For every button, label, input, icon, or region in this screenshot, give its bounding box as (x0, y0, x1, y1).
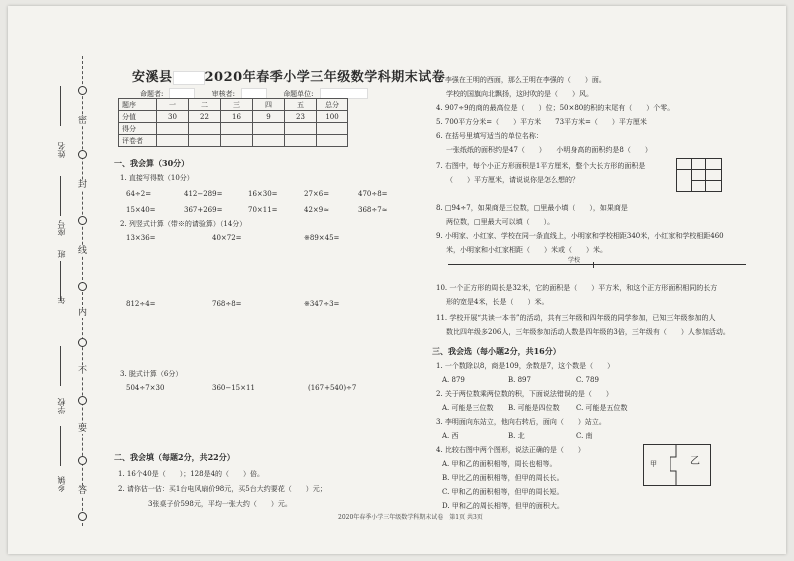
vertical-calc: 13×36= (126, 234, 156, 242)
calc-item: 27×6= (304, 190, 330, 198)
fill-question: 米，小明家和小红家相距（ ）米或（ ）米。 (446, 246, 607, 254)
seal-dot (78, 150, 87, 159)
seal-dot (78, 282, 87, 291)
school-number-line (448, 264, 746, 265)
subsection-3: 3. 脱式计算（6分） (120, 370, 183, 378)
choice-option: C. 南 (576, 432, 593, 440)
seal-char: 答 (78, 486, 88, 496)
score-cell: 23 (285, 111, 317, 123)
choice-option: A. 可能是三位数 (442, 404, 494, 412)
score-cell (189, 135, 221, 147)
fill-question: 10. 一个正方形的周长是32米，它的面积是（ ）平方米，和这个正方形面积相同的长方 (436, 284, 718, 292)
fill-question: （ ）平方厘米，请说说你是怎么想的？ (446, 176, 579, 184)
fill-question: 3. 李强在王明的西面，那么王明在李强的（ ）面。 (436, 76, 606, 84)
seal-char: 不 (78, 366, 88, 376)
fill-question: 形的宽是4米，长是（ ）米。 (446, 298, 549, 306)
choice-option: C. 789 (576, 376, 599, 384)
calc-item: 367+269= (184, 206, 223, 214)
meta-author: 命题者: (140, 89, 164, 98)
grade-blank (60, 261, 61, 301)
calc-item: 368÷7≈ (358, 206, 388, 214)
page-footer: 2020年春季小学三年级数学科期末试卷 第1页 共3页 (338, 514, 483, 521)
vertical-calc: ※347÷3= (304, 300, 340, 308)
fill-question: 6. 在括号里填写适当的单位名称： (436, 132, 543, 140)
label-name: 姓名 (57, 142, 66, 158)
seal-dot (78, 456, 87, 465)
mixed-calc: 360−15×11 (212, 384, 255, 392)
jia-label: 甲 (650, 460, 657, 468)
label-town: 乡镇 (57, 476, 66, 492)
choice-question: 1. 一个数除以8，商是109，余数是7，这个数是（ ） (436, 362, 615, 370)
fill-question: 4. 907÷9的商的最高位是（ ）位；50×80的积的末尾有（ ）个零。 (436, 104, 675, 112)
calc-item: 470÷8= (358, 190, 388, 198)
choice-option: B. 甲比乙的面积相等，但甲的周长长。 (442, 474, 564, 482)
mixed-calc: (167+540)÷7 (308, 384, 357, 392)
choice-option: D. 甲和乙的周长相等，但甲的面积大。 (442, 502, 564, 510)
score-cell (285, 123, 317, 135)
score-cell: 分值 (119, 111, 157, 123)
choice-option: B. 897 (508, 376, 531, 384)
town-blank (60, 426, 61, 466)
choice-option: C. 可能是五位数 (576, 404, 628, 412)
seal-dot (78, 512, 87, 521)
dividing-line (670, 445, 682, 485)
seal-char: 密 (78, 116, 88, 126)
score-cell (157, 123, 189, 135)
score-cell: 五 (285, 99, 317, 111)
fill-question: 3张桌子价598元，平均一张大约（ ）元。 (148, 500, 292, 508)
vertical-calc: 40×72= (212, 234, 242, 242)
fill-question: 两位数，□里最大可以填（ ）。 (446, 218, 555, 226)
choice-option: A. 甲和乙的面积相等，周长也相等。 (442, 460, 557, 468)
fill-question: 数比四年级多206人，三年级参加活动人数是四年级的3倍，三年级有（ ）人参加活动。 (446, 328, 730, 336)
seal-dot (78, 216, 87, 225)
fill-question: 11. 学校开展“共读一本书”的活动，共有三年级和四年级的同学参加，已知三年级参加的人 (436, 314, 716, 322)
calc-item: 412−289= (184, 190, 223, 198)
calc-item: 64÷2= (126, 190, 152, 198)
fill-question: 2. 请你估一估：买1台电风扇价98元，买5台大约要花（ ）元； (118, 485, 327, 493)
seal-dot (78, 86, 87, 95)
choice-question: 4. 比较右图中两个图形，说法正确的是（ ） (436, 446, 585, 454)
score-cell (285, 135, 317, 147)
school-label: 学校 (568, 257, 581, 264)
fill-question: 学校的国旗向北飘扬，这时吹的是（ ）风。 (446, 90, 593, 98)
section-1-heading: 一、我会算（30分） (114, 158, 190, 168)
jia-yi-figure (643, 444, 711, 486)
subsection-2: 2. 列竖式计算（带※的请验算）（14分） (120, 220, 247, 228)
calc-item: 42×9≈ (304, 206, 330, 214)
score-cell (221, 135, 253, 147)
fill-question: 1. 16个40是（ ）；128是4的（ ）倍。 (118, 470, 265, 478)
label-grade: 年 (57, 296, 66, 304)
seal-dot (78, 338, 87, 347)
school-blank (60, 346, 61, 386)
label-seat: 座号 (57, 220, 66, 236)
choice-option: C. 甲和乙的面积相等，但甲的周长短。 (442, 488, 564, 496)
score-cell: 四 (253, 99, 285, 111)
score-table (118, 98, 348, 147)
title-main: 2020年春季小学三年级数学科期末试卷 (204, 70, 446, 85)
vertical-calc: ※89×45= (304, 234, 340, 242)
label-class: 班 (57, 250, 66, 258)
score-cell: 100 (317, 111, 348, 123)
label-school: 学校 (57, 398, 66, 414)
fill-question: 5. 700平方分米=（ ）平方米 73平方米=（ ）平方厘米 (436, 118, 647, 126)
fill-question: 8. □94÷7，如果商是三位数，□里最小填（ ），如果商是 (436, 204, 628, 212)
seat-blank (60, 176, 61, 216)
choice-question: 3. 李明面向东站立，他向右转后，面向（ ）站立。 (436, 418, 606, 426)
score-cell: 22 (189, 111, 221, 123)
fill-question: 9. 小明家、小红家、学校在同一条直线上，小明家和学校相距340米，小红家和学校相距460 (436, 232, 724, 240)
calc-item: 15×40= (126, 206, 156, 214)
area-grid-figure (676, 158, 722, 192)
fill-question: 7. 右图中，每个小正方形面积是1平方厘米，整个大长方形的面积是 (436, 162, 646, 170)
score-cell: 一 (157, 99, 189, 111)
choice-option: B. 北 (508, 432, 525, 440)
score-cell: 题序 (119, 99, 157, 111)
score-cell (157, 135, 189, 147)
seal-char: 要 (78, 424, 88, 434)
left-page (108, 6, 446, 554)
score-cell: 评卷者 (119, 135, 157, 147)
score-cell (317, 135, 348, 147)
calc-item: 16×30= (248, 190, 278, 198)
score-cell (253, 135, 285, 147)
yi-label: 乙 (690, 456, 700, 467)
section-2-heading: 二、我会填（每题2分，共22分） (114, 452, 235, 462)
meta-reviewer: 审核者: (211, 89, 235, 98)
meta-unit: 命题单位: (283, 89, 314, 98)
score-cell: 二 (189, 99, 221, 111)
choice-option: A. 西 (442, 432, 459, 440)
exam-sheet (8, 6, 786, 554)
exam-title (132, 66, 445, 85)
score-cell (221, 123, 253, 135)
binding-margin (38, 46, 108, 536)
score-cell: 得分 (119, 123, 157, 135)
section-3-heading: 三、我会选（每小题2分，共16分） (432, 346, 561, 356)
name-blank (60, 86, 61, 126)
choice-option: A. 879 (442, 376, 465, 384)
score-cell (317, 123, 348, 135)
score-cell (253, 123, 285, 135)
title-county: 安溪县 (132, 70, 173, 85)
title-redaction (173, 71, 205, 85)
mixed-calc: 504÷7×30 (126, 384, 165, 392)
score-cell: 总分 (317, 99, 348, 111)
seal-char: 内 (78, 308, 88, 318)
right-page (428, 6, 778, 554)
vertical-calc: 812÷4= (126, 300, 156, 308)
seal-char: 封 (78, 180, 88, 190)
choice-question: 2. 关于两位数乘两位数的积，下面说法错误的是（ ） (436, 390, 613, 398)
seal-dot (78, 396, 87, 405)
score-cell: 30 (157, 111, 189, 123)
score-cell: 9 (253, 111, 285, 123)
score-cell (189, 123, 221, 135)
score-cell: 16 (221, 111, 253, 123)
fill-question: 一张纸纸的面积约是47（ ） 小明身高的面积约是8（ ） (446, 146, 652, 154)
score-cell: 三 (221, 99, 253, 111)
seal-char: 线 (78, 246, 88, 256)
vertical-calc: 768÷8= (212, 300, 242, 308)
choice-option: B. 可能是四位数 (508, 404, 560, 412)
calc-item: 70×11= (248, 206, 278, 214)
subsection-1: 1. 直接写得数（10分） (120, 174, 194, 182)
